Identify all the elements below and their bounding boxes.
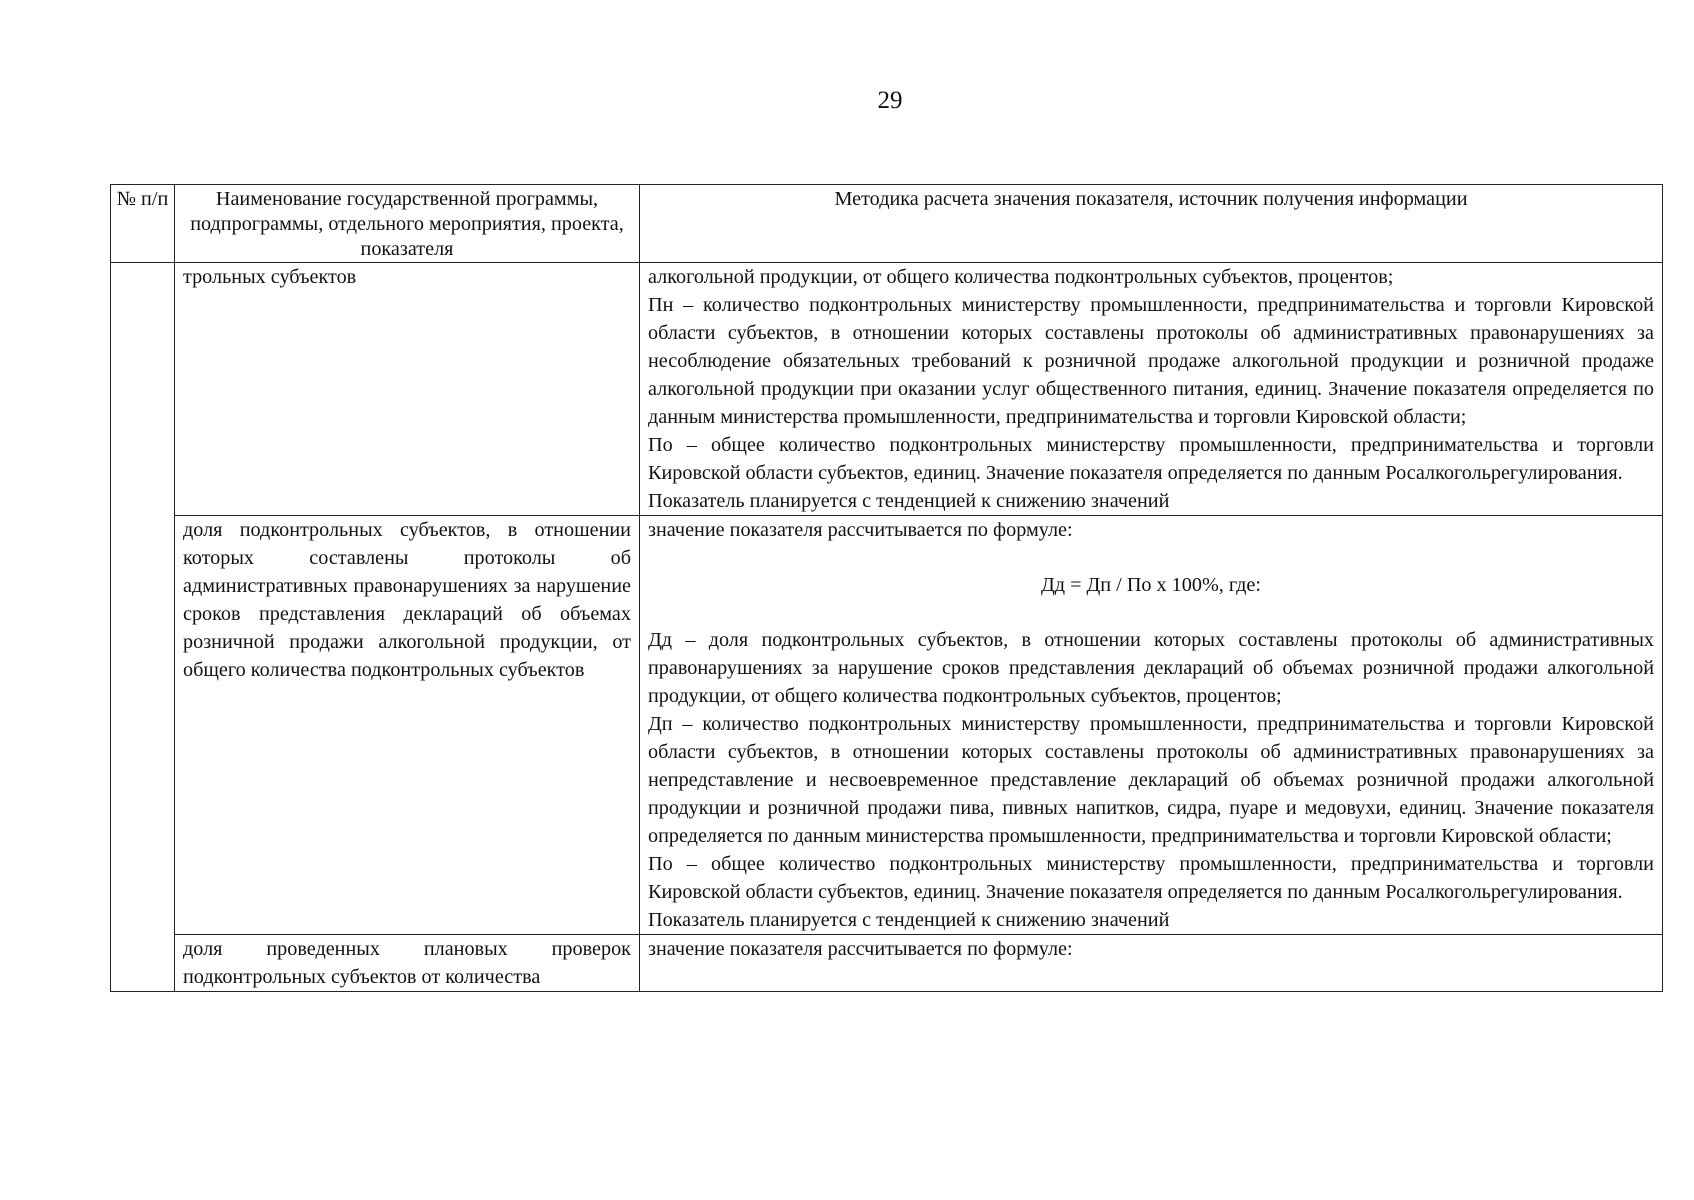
method-paragraph: Показатель планируется с тенденцией к снижению значений	[648, 909, 1170, 931]
method-paragraph: Пн – количество подконтрольных министерству промышленности, предпринимательства и торговли Кировской области субъектов, в отношении которых составлены протоколы об административных правонарушениях за несоблюдение обязательных требований к розничной продаже алкогольной продукции и розничной продаже алкогольной продукции при оказании услуг общественного питания, единиц. Значение показателя определяется по данным министерства промышленности, предпринимательства и торговли Кировской области;	[648, 294, 1654, 428]
method-cell	[640, 263, 1663, 516]
indicator-methodology-table	[110, 184, 1663, 992]
method-cell	[640, 935, 1663, 992]
formula: Дд = Дп / По х 100%, где:	[1041, 574, 1261, 596]
header-method: Методика расчета значения показателя, источник получения информации	[640, 185, 1663, 263]
header-number: № п/п	[111, 185, 175, 263]
table-row	[111, 263, 1663, 516]
method-intro: значение показателя рассчитывается по формуле:	[648, 938, 1073, 960]
page-number: 29	[877, 87, 903, 114]
method-paragraph: По – общее количество подконтрольных министерству промышленности, предпринимательства и торговли Кировской области субъектов, единиц. Значение показателя определяется по данным Росалкогольрегулирования.	[648, 853, 1654, 903]
indicator-name-cell: доля проведенных плановых проверок подконтрольных субъектов от количества	[175, 935, 640, 992]
header-name: Наименование государственной программы, подпрограммы, отдельного мероприятия, проекта, показателя	[175, 185, 640, 263]
method-intro: значение показателя рассчитывается по формуле:	[648, 519, 1073, 541]
method-paragraph: Дд – доля подконтрольных субъектов, в отношении которых составлены протоколы об административных правонарушениях за нарушение сроков представления деклараций об объемах розничной продажи алкогольной продукции, от общего количества подконтрольных субъектов, процентов;	[648, 629, 1654, 707]
indicator-name-cell: доля подконтрольных субъектов, в отношении которых составлены протоколы об административных правонарушениях за нарушение сроков представления деклараций об объемах розничной продажи алкогольной продукции, от общего количества подконтрольных субъектов	[175, 516, 640, 935]
table-header-row	[111, 185, 1663, 263]
indicator-name-cell: трольных субъектов	[175, 263, 640, 516]
method-paragraph: Показатель планируется с тенденцией к снижению значений	[648, 490, 1170, 512]
row-number-cell	[111, 263, 175, 992]
method-paragraph: Дп – количество подконтрольных министерству промышленности, предпринимательства и торговли Кировской области субъектов, в отношении которых составлены протоколы об административных правонарушениях за непредставление и несвоевременное представление деклараций об объемах розничной продажи алкогольной продукции и розничной продажи пива, пивных напитков, сидра, пуаре и медовухи, единиц. Значение показателя определяется по данным министерства промышленности, предпринимательства и торговли Кировской области;	[648, 713, 1654, 847]
method-paragraph: алкогольной продукции, от общего количества подконтрольных субъектов, процентов;	[648, 266, 1394, 288]
table-row	[111, 516, 1663, 935]
method-paragraph: По – общее количество подконтрольных министерству промышленности, предпринимательства и торговли Кировской области субъектов, единиц. Значение показателя определяется по данным Росалкогольрегулирования.	[648, 434, 1654, 484]
method-cell	[640, 516, 1663, 935]
table-row	[111, 935, 1663, 992]
